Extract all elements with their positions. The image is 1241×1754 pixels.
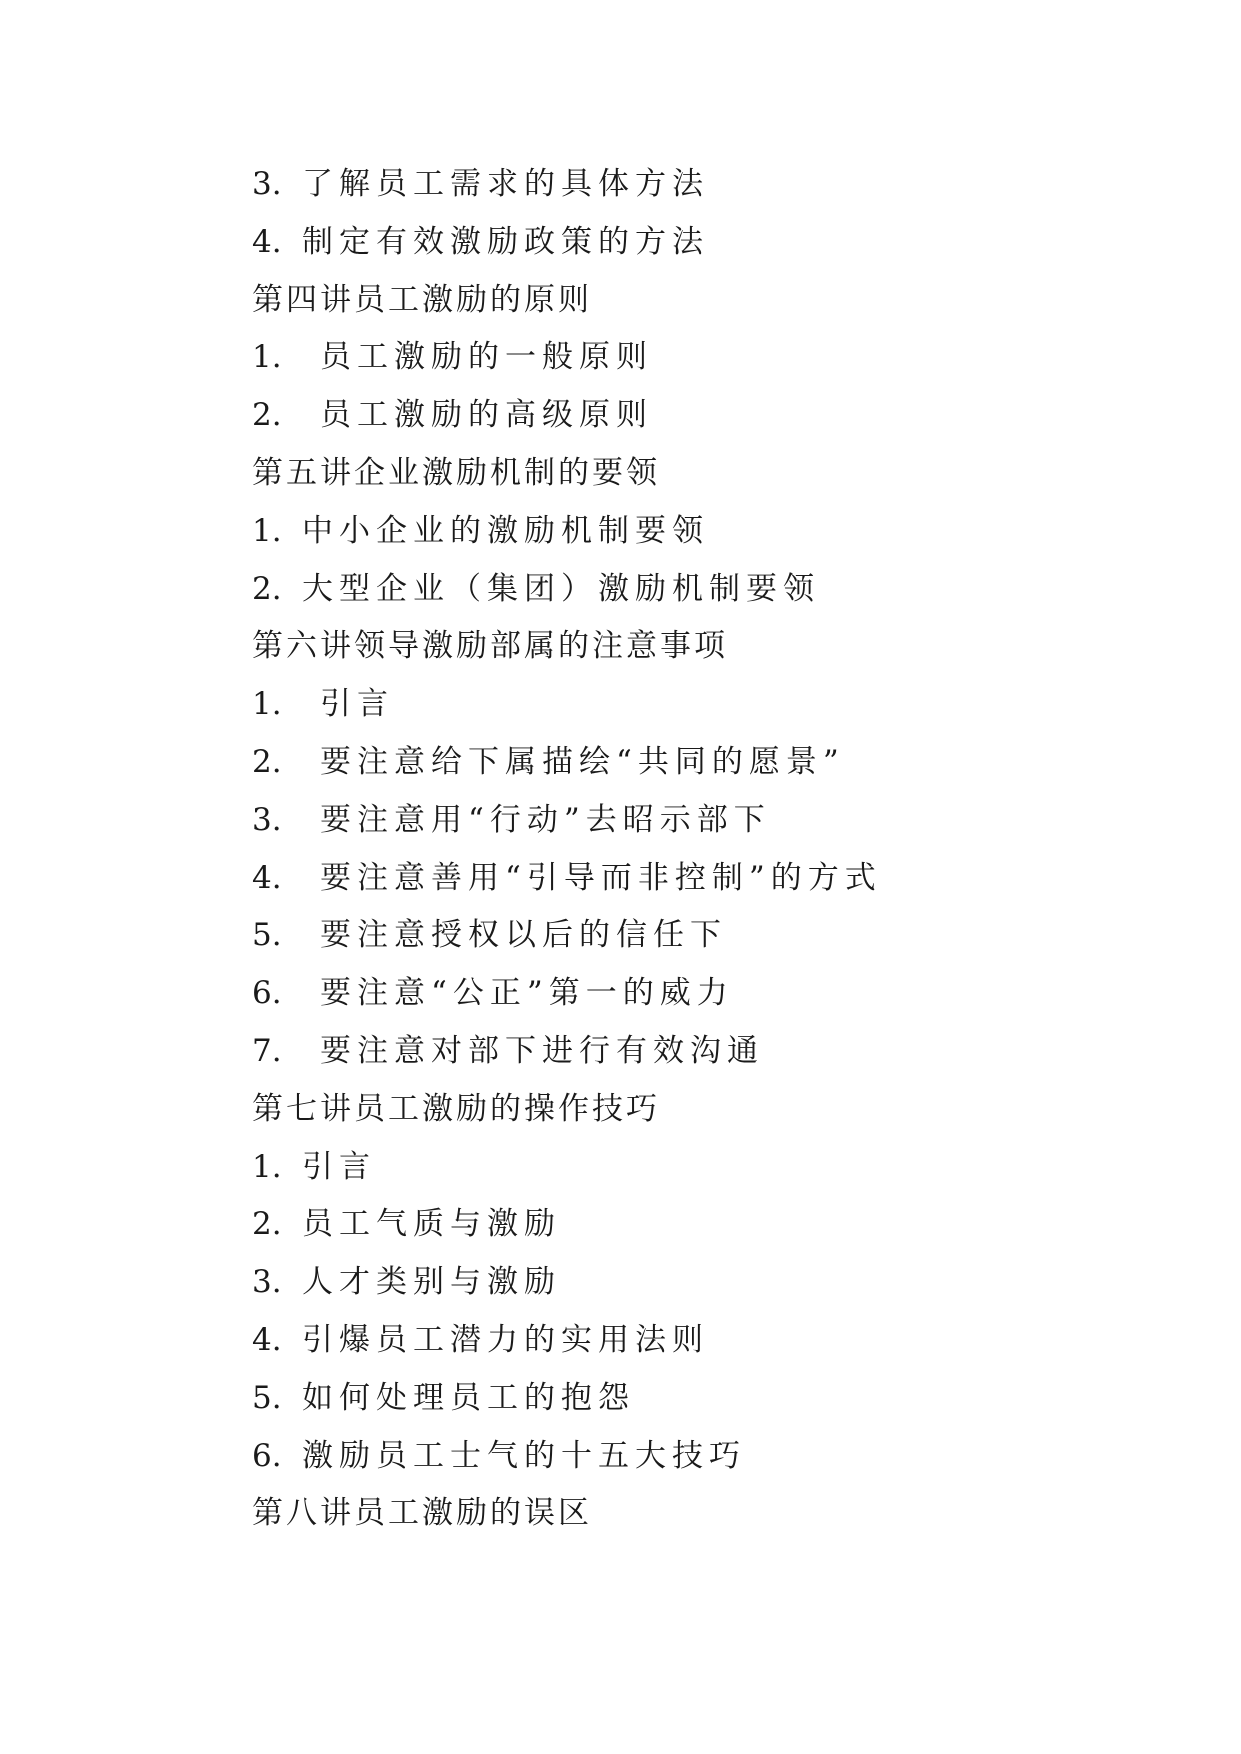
item-number: 4.	[252, 223, 282, 260]
item-text: 引言	[302, 1148, 376, 1185]
section-heading: 第七讲员工激励的操作技巧	[252, 1090, 660, 1127]
item-text: 如何处理员工的抱怨	[302, 1379, 635, 1416]
item-number: 2.	[252, 397, 282, 434]
list-item	[252, 1428, 1152, 1486]
list-item	[252, 1254, 1152, 1312]
item-text: 引爆员工潜力的实用法则	[302, 1321, 709, 1358]
list-item	[252, 214, 1152, 272]
list-item	[252, 792, 1152, 850]
item-text: 要注意对部下进行有效沟通	[320, 1032, 764, 1069]
item-number: 2.	[252, 743, 282, 780]
section-heading: 第四讲员工激励的原则	[252, 281, 592, 318]
item-text: 激励员工士气的十五大技巧	[302, 1437, 746, 1474]
item-text: 员工激励的一般原则	[320, 339, 653, 376]
item-number: 2.	[252, 570, 282, 607]
item-number: 1.	[252, 512, 282, 549]
item-text: 要注意“公正”第一的威力	[320, 975, 734, 1012]
list-item	[252, 329, 1152, 387]
item-text: 中小企业的激励机制要领	[302, 512, 709, 549]
item-number: 6.	[252, 1437, 282, 1474]
item-number: 4.	[252, 859, 282, 896]
item-text: 引言	[320, 686, 394, 723]
section-heading: 第八讲员工激励的误区	[252, 1495, 592, 1532]
item-text: 员工激励的高级原则	[320, 397, 653, 434]
list-item	[252, 1139, 1152, 1197]
list-item	[252, 561, 1152, 619]
item-text: 要注意授权以后的信任下	[320, 917, 727, 954]
list-item	[252, 965, 1152, 1023]
item-text: 要注意用“行动”去昭示部下	[320, 801, 771, 838]
item-text: 员工气质与激励	[302, 1206, 561, 1243]
item-number: 5.	[252, 1379, 282, 1416]
list-item	[252, 734, 1152, 792]
item-number: 3.	[252, 166, 282, 202]
list-item	[252, 156, 1152, 214]
item-text: 要注意善用“引导而非控制”的方式	[320, 859, 882, 896]
item-text: 大型企业（集团）激励机制要领	[302, 570, 820, 607]
list-item	[252, 503, 1152, 561]
list-item	[252, 1196, 1152, 1254]
item-number: 2.	[252, 1206, 282, 1243]
item-number: 6.	[252, 975, 282, 1012]
item-text: 人才类别与激励	[302, 1264, 561, 1301]
item-number: 3.	[252, 1264, 282, 1301]
list-item	[252, 387, 1152, 445]
section-heading: 第六讲领导激励部属的注意事项	[252, 628, 728, 665]
item-text: 要注意给下属描绘“共同的愿景”	[320, 743, 845, 780]
outline-list	[252, 156, 1152, 1543]
section-heading: 第五讲企业激励机制的要领	[252, 454, 660, 491]
item-number: 1.	[252, 339, 282, 376]
item-number: 5.	[252, 917, 282, 954]
item-text: 了解员工需求的具体方法	[302, 166, 709, 202]
list-item	[252, 850, 1152, 908]
item-text: 制定有效激励政策的方法	[302, 223, 709, 260]
list-item	[252, 1370, 1152, 1428]
list-item	[252, 1023, 1152, 1081]
item-number: 1.	[252, 686, 282, 723]
item-number: 3.	[252, 801, 282, 838]
list-item	[252, 1312, 1152, 1370]
item-number: 4.	[252, 1321, 282, 1358]
item-number: 7.	[252, 1032, 282, 1069]
item-number: 1.	[252, 1148, 282, 1185]
list-item	[252, 907, 1152, 965]
list-item	[252, 676, 1152, 734]
